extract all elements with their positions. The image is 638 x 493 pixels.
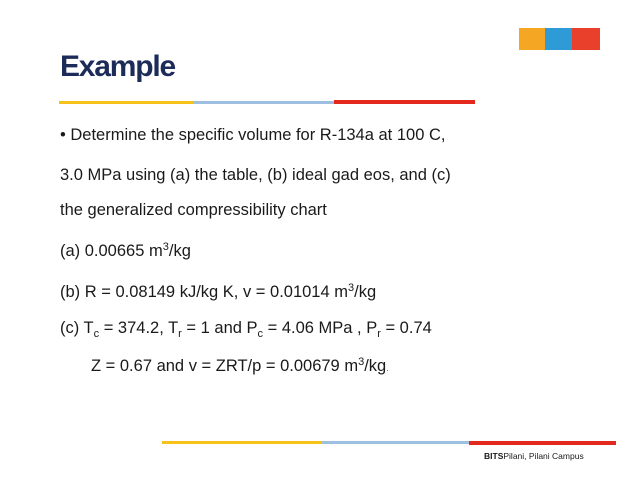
title-rule-blue (193, 101, 334, 104)
title-rule-red (334, 100, 475, 104)
bullet-line-2: 3.0 MPa using (a) the table, (b) ideal gad eos, and (c) (60, 166, 451, 184)
answer-a: (a) 0.00665 $m^3/kg$ (60, 241, 191, 260)
footer-rule-yellow (162, 441, 322, 444)
bits-logo (519, 28, 600, 50)
slide-title: Example (60, 50, 175, 83)
footer-campus: BITSPilani, Pilani Campus (484, 451, 584, 461)
logo-red-block (572, 28, 600, 50)
answer-c-result: Z = 0.67 and v = ZRT/p = 0.00679 $m^3/kg$. (91, 356, 389, 375)
footer-rule-blue (322, 441, 469, 444)
title-rule-yellow (59, 101, 193, 104)
logo-orange-block (519, 28, 545, 50)
answer-c: (c) $T_c = 374.2$, $T_r = 1$ and $P_c = 4.06$ MPa , $P_r = 0.74$ (60, 319, 432, 340)
footer-rule-red (469, 441, 616, 445)
logo-blue-block (545, 28, 572, 50)
answer-b: (b) R = 0.08149 kJ/kg K, v = 0.01014 $m^3/kg$ (60, 282, 377, 301)
bullet-line-3: the generalized compressibility chart (60, 201, 327, 219)
bullet-line-1: • Determine the specific volume for R-134a at 100 C, (60, 126, 446, 144)
